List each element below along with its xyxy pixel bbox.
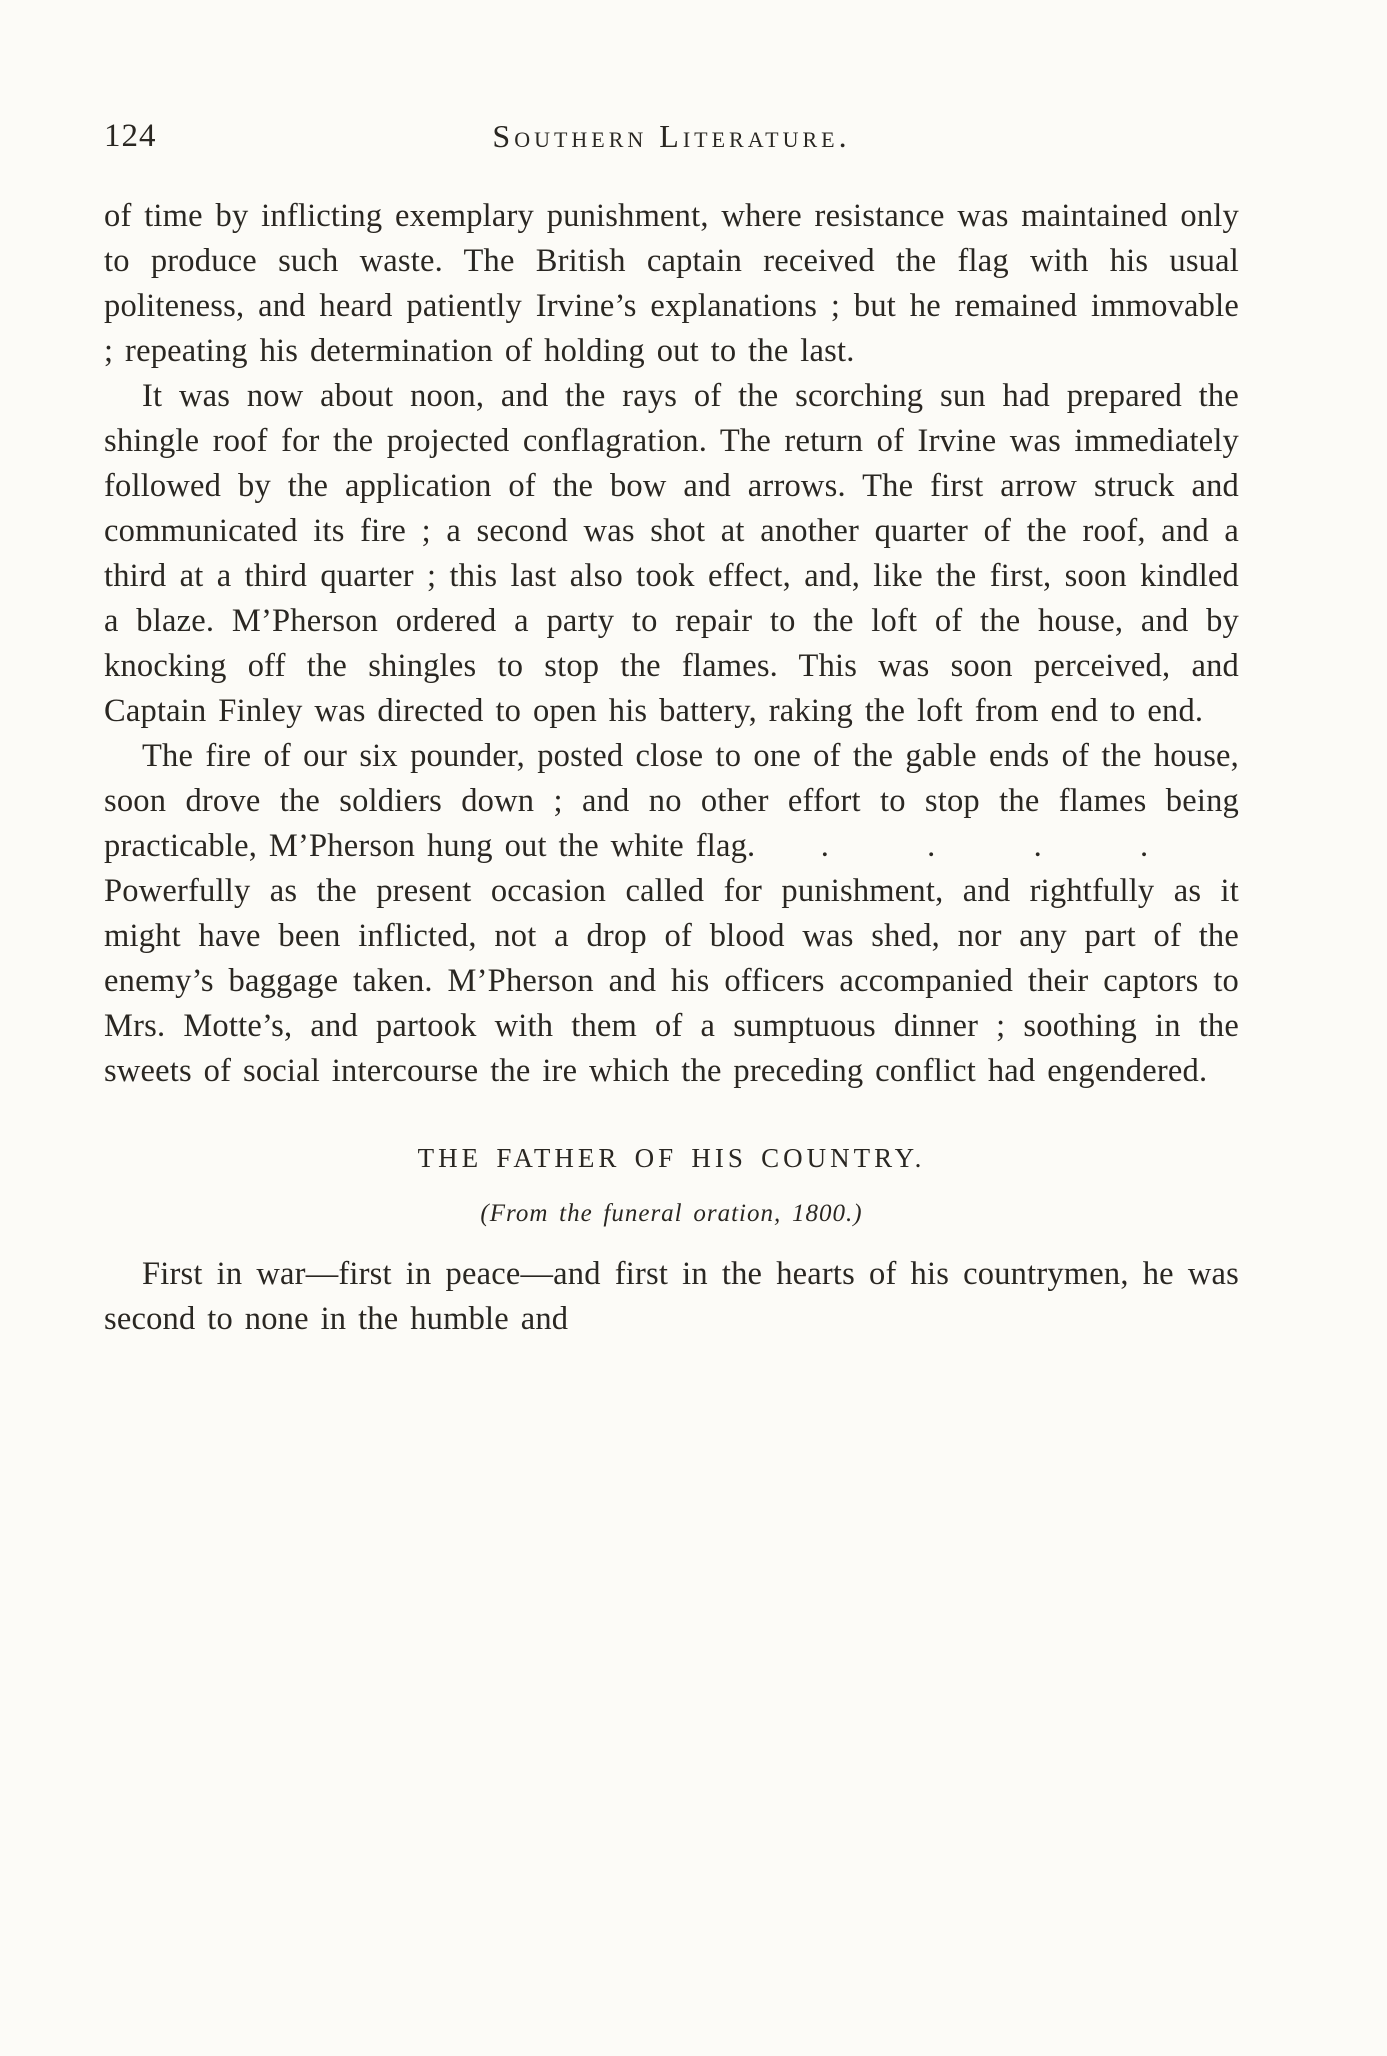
page-number: 124 <box>104 118 157 154</box>
body-paragraph-3: The fire of our six pounder, posted close to one of the gable ends of the house, soon drove the soldiers down ; and no other effort to stop the flames being practicable, M’Pherson hung out the white flag. . . . . <box>104 738 1239 864</box>
section-heading: THE FATHER OF HIS COUNTRY. <box>417 1143 926 1173</box>
body-paragraph-1: of time by inflicting exemplary punishment, where resistance was maintained only to produce such waste. The British captain received the flag with his usual politeness, and heard patiently Irvine’s explanations ; but he remained immovable ; repeating his determination of holding out to the last. <box>104 198 1239 369</box>
running-header-title: Southern Literature. <box>492 118 851 154</box>
body-text <box>104 194 1239 1342</box>
section-father-of-his-country <box>104 1136 1239 1342</box>
body-paragraph-4: Powerfully as the present occasion called for punishment, and rightfully as it might have been inflicted, not a drop of blood was shed, nor any part of the enemy’s baggage taken. M’Pherson and his officers accompanied their captors to Mrs. Motte’s, and partook with them of a sumptuous dinner ; soothing in the sweets of social intercourse the ire which the preceding conflict had engendered. <box>104 873 1239 1089</box>
body-paragraph-2: It was now about noon, and the rays of the scorching sun had prepared the shingle roof for the projected conflagration. The return of Irvine was immediately followed by the application of the bow and arrows. The first arrow struck and communicated its fire ; a second was shot at another quarter of the roof, and a third at a third quarter ; this last also took effect, and, like the first, soon kindled a blaze. M’Pherson ordered a party to repair to the loft of the house, and by knocking off the shingles to stop the flames. This was soon perceived, and Captain Finley was directed to open his battery, raking the loft from end to end. <box>104 378 1239 729</box>
running-header <box>104 118 1239 168</box>
section-subtitle: (From the funeral oration, 1800.) <box>480 1200 863 1227</box>
section-paragraph-1: First in war—first in peace—and first in the hearts of his countrymen, he was second to none in the humble and <box>104 1256 1239 1337</box>
